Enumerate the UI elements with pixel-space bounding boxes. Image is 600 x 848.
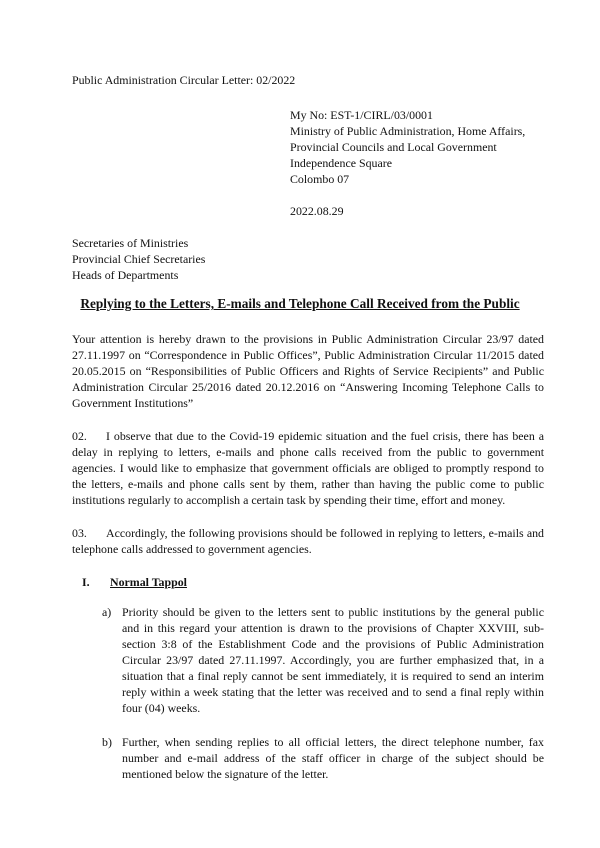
paragraph-number: 03. xyxy=(72,526,87,540)
paragraph-number: 02. xyxy=(72,429,87,443)
paragraph-3-text: Accordingly, the following provisions should be followed in replying to letters, e-mails and telephone calls addressed to government agencies. xyxy=(72,526,544,556)
ministry-name-line-2: Provincial Councils and Local Government xyxy=(290,140,497,154)
recipient-line: Provincial Chief Secretaries xyxy=(72,252,206,266)
list-item-text: Further, when sending replies to all official letters, the direct telephone number, fax number and e-mail address of the staff officer in charge of the subject should be mentioned below the signature of the letter. xyxy=(122,735,544,781)
recipient-line: Secretaries of Ministries xyxy=(72,236,189,250)
paragraph-2 xyxy=(72,428,544,508)
address-line-1: Independence Square xyxy=(290,156,393,170)
document-title: Replying to the Letters, E-mails and Telephone Call Received from the Public xyxy=(80,296,520,311)
section-title: Normal Tappol xyxy=(110,575,187,589)
section-number: I. xyxy=(82,575,90,589)
paragraph-1: Your attention is hereby drawn to the provisions in Public Administration Circular 23/97 dated 27.11.1997 on “Correspondence in Public Offices”, Public Administration Circular 11/2015 dated 20.05.2015 on “Responsibilities of Public Officers and Rights of Service Recipients” and Public Administration Circular 25/2016 dated 20.12.2016 on “Answering Incoming Telephone Calls to Government Institutions” xyxy=(72,332,544,410)
recipients-block xyxy=(72,235,205,283)
circular-reference: Public Administration Circular Letter: 02/2022 xyxy=(72,73,296,87)
address-line-2: Colombo 07 xyxy=(290,172,350,186)
ministry-name-line-1: Ministry of Public Administration, Home Affairs, xyxy=(290,124,526,138)
list-item-text: Priority should be given to the letters sent to public institutions by the general public and in this regard your attention is drawn to the provisions of Chapter XXVIII, sub-section 3:8 of the Establishment Code and the provisions of Public Administration Circular 23/97 dated 27.11.1997. Accordingly, you are further emphasized that, in a situation that a final reply cannot be sent immediately, it is required to send an interim reply within a week stating that the letter was received and to send a final reply within four (04) weeks. xyxy=(122,605,544,715)
sender-address-block xyxy=(290,107,525,187)
list-item xyxy=(102,604,544,716)
list-item-label: a) xyxy=(102,605,112,619)
list-item xyxy=(102,734,544,782)
paragraph-3 xyxy=(72,525,544,557)
recipient-line: Heads of Departments xyxy=(72,268,179,282)
reference-number: My No: EST-1/CIRL/03/0001 xyxy=(290,108,433,122)
letter-date: 2022.08.29 xyxy=(290,204,344,218)
list-item-label: b) xyxy=(102,735,112,749)
paragraph-2-text: I observe that due to the Covid-19 epidemic situation and the fuel crisis, there has been a delay in replying to letters, e-mails and phone calls received from the public to government agencies. I would like to emphasize that government officials are obliged to promptly respond to the letters, e-mails and phone calls sent by them, rather than having the public come to public institutions regularly to accomplish a certain task by spending their time, effort and money. xyxy=(72,429,544,507)
